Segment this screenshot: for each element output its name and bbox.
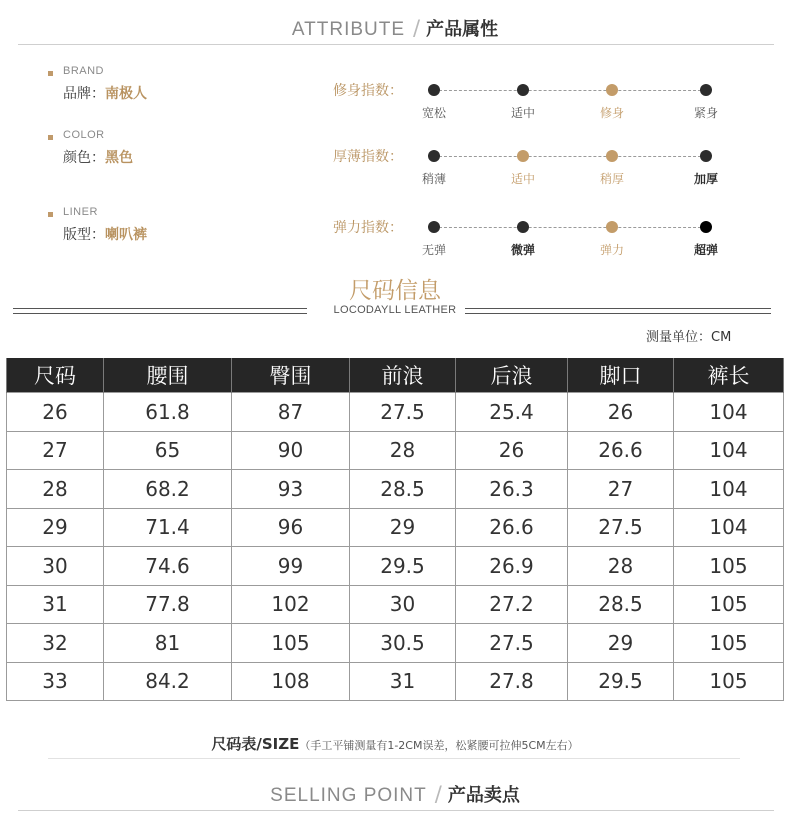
scale-option-label: 稍厚 — [599, 172, 624, 186]
square-bullet-icon — [48, 212, 53, 217]
selling-point-heading-zh: 产品卖点 — [447, 785, 520, 806]
table-cell: 104 — [674, 508, 784, 547]
scale-option-label: 加厚 — [693, 172, 718, 186]
table-cell: 77.8 — [104, 585, 232, 624]
scale-option-label-selected: 适中 — [510, 172, 535, 186]
table-row — [7, 547, 784, 586]
table-cell: 27.8 — [456, 662, 568, 701]
scale-option-label: 微弹 — [510, 243, 535, 257]
size-table-note — [0, 733, 790, 754]
scale-dot-selected — [517, 150, 529, 162]
table-cell: 27.5 — [568, 508, 674, 547]
table-cell: 28 — [7, 470, 104, 509]
size-info-title: 尺码信息 — [349, 278, 441, 304]
table-cell: 105 — [674, 547, 784, 586]
size-info-subtitle: LOCODAYLL LEATHER — [333, 304, 457, 316]
scale-option-label: 超弹 — [693, 243, 718, 257]
attribute-key: 颜色： — [63, 150, 105, 166]
table-cell: 33 — [7, 662, 104, 701]
attribute-key: 品牌： — [63, 86, 105, 102]
size-table-note-detail: （手工平铺测量有1-2CM误差，松紧腰可拉伸5CM左右） — [299, 739, 579, 752]
table-cell: 29 — [568, 624, 674, 663]
heading-slash: / — [434, 782, 442, 806]
attribute-key: 版型： — [63, 227, 105, 243]
scale-option-label: 适中 — [510, 106, 535, 120]
scale-option-label: 宽松 — [421, 106, 446, 120]
table-cell: 26.6 — [568, 431, 674, 470]
table-cell: 105 — [674, 624, 784, 663]
thickness-index-label: 厚薄指数： — [333, 149, 403, 165]
attribute-en-label: COLOR — [63, 129, 105, 141]
scale-dot — [517, 84, 529, 96]
table-cell: 26 — [456, 431, 568, 470]
square-bullet-icon — [48, 135, 53, 140]
table-cell: 28.5 — [350, 470, 456, 509]
selling-point-heading — [0, 781, 790, 807]
table-cell: 26.6 — [456, 508, 568, 547]
scale-dot — [517, 221, 529, 233]
table-cell: 68.2 — [104, 470, 232, 509]
table-cell: 30.5 — [350, 624, 456, 663]
table-cell: 105 — [232, 624, 350, 663]
scale-dot — [700, 150, 712, 162]
scale-dot — [700, 84, 712, 96]
table-cell: 27 — [7, 431, 104, 470]
table-cell: 65 — [104, 431, 232, 470]
heading-slash: / — [413, 16, 421, 40]
table-cell: 27.2 — [456, 585, 568, 624]
size-table-note-title: 尺码表/SIZE — [211, 735, 300, 753]
measurement-unit: 测量单位：CM — [646, 330, 732, 345]
fit-index-label: 修身指数： — [333, 83, 403, 99]
scale-option-label-selected: 弹力 — [599, 243, 624, 257]
column-header: 尺码 — [7, 358, 104, 393]
table-cell: 26.3 — [456, 470, 568, 509]
table-cell: 29 — [350, 508, 456, 547]
scale-dot-selected — [606, 84, 618, 96]
attribute-value: 黑色 — [105, 150, 133, 166]
table-cell: 104 — [674, 470, 784, 509]
note-divider — [48, 758, 740, 759]
scale-dot — [606, 150, 618, 162]
scale-option-label: 无弹 — [421, 243, 446, 257]
table-cell: 28.5 — [568, 585, 674, 624]
scale-option-label: 稍薄 — [421, 172, 446, 186]
column-header: 裤长 — [674, 358, 784, 393]
table-cell: 30 — [350, 585, 456, 624]
scale-dot — [428, 221, 440, 233]
table-row — [7, 624, 784, 663]
selling-point-divider — [18, 810, 774, 811]
attribute-heading-zh: 产品属性 — [426, 19, 499, 40]
thickness-index-track — [434, 156, 706, 157]
table-row — [7, 508, 784, 547]
table-cell: 104 — [674, 393, 784, 432]
attribute-value: 南极人 — [105, 86, 147, 102]
size-info-right-rule — [465, 308, 771, 314]
attribute-value: 喇叭裤 — [105, 227, 147, 243]
table-row — [7, 470, 784, 509]
elasticity-index-label: 弹力指数： — [333, 220, 403, 236]
table-row — [7, 585, 784, 624]
table-cell: 102 — [232, 585, 350, 624]
table-cell: 108 — [232, 662, 350, 701]
scale-dot — [700, 221, 712, 233]
table-cell: 105 — [674, 585, 784, 624]
table-cell: 29.5 — [350, 547, 456, 586]
size-table — [6, 358, 784, 701]
column-header: 后浪 — [456, 358, 568, 393]
scale-dot — [428, 84, 440, 96]
table-row — [7, 431, 784, 470]
table-cell: 32 — [7, 624, 104, 663]
elasticity-index-track — [434, 227, 706, 228]
table-cell: 90 — [232, 431, 350, 470]
table-cell: 31 — [350, 662, 456, 701]
selling-point-heading-en: SELLING POINT — [270, 785, 427, 806]
scale-dot-selected — [606, 221, 618, 233]
table-cell: 93 — [232, 470, 350, 509]
column-header: 臀围 — [232, 358, 350, 393]
table-cell: 87 — [232, 393, 350, 432]
table-cell: 74.6 — [104, 547, 232, 586]
table-row — [7, 662, 784, 701]
attribute-en-label: LINER — [63, 206, 98, 218]
attribute-en-label: BRAND — [63, 65, 105, 77]
table-cell: 26 — [568, 393, 674, 432]
table-cell: 28 — [568, 547, 674, 586]
table-cell: 104 — [674, 431, 784, 470]
table-header-row — [7, 358, 784, 393]
table-cell: 29.5 — [568, 662, 674, 701]
table-cell: 105 — [674, 662, 784, 701]
table-cell: 30 — [7, 547, 104, 586]
attribute-divider — [18, 44, 774, 45]
table-cell: 71.4 — [104, 508, 232, 547]
table-cell: 27 — [568, 470, 674, 509]
table-cell: 81 — [104, 624, 232, 663]
table-cell: 96 — [232, 508, 350, 547]
fit-index-track — [434, 90, 706, 91]
attribute-heading-en: ATTRIBUTE — [291, 19, 406, 40]
table-row — [7, 393, 784, 432]
table-cell: 27.5 — [456, 624, 568, 663]
table-cell: 25.4 — [456, 393, 568, 432]
scale-option-label: 紧身 — [693, 106, 718, 120]
attribute-heading — [0, 15, 790, 41]
table-cell: 26 — [7, 393, 104, 432]
scale-dot — [428, 150, 440, 162]
table-cell: 61.8 — [104, 393, 232, 432]
table-cell: 99 — [232, 547, 350, 586]
column-header: 腰围 — [104, 358, 232, 393]
table-cell: 29 — [7, 508, 104, 547]
column-header: 前浪 — [350, 358, 456, 393]
table-cell: 31 — [7, 585, 104, 624]
square-bullet-icon — [48, 71, 53, 76]
table-cell: 26.9 — [456, 547, 568, 586]
table-cell: 27.5 — [350, 393, 456, 432]
scale-option-label-selected: 修身 — [599, 106, 624, 120]
column-header: 脚口 — [568, 358, 674, 393]
table-cell: 28 — [350, 431, 456, 470]
table-cell: 84.2 — [104, 662, 232, 701]
